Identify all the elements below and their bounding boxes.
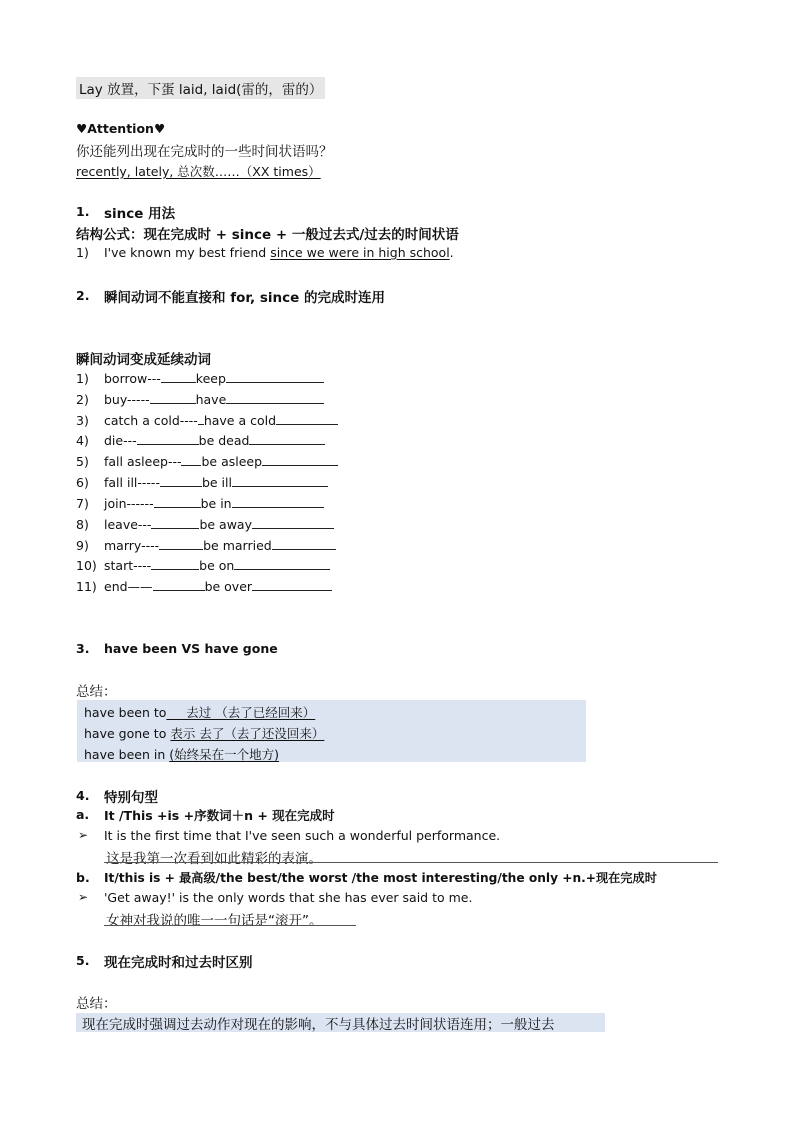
- blank-line: [160, 475, 202, 487]
- verb-durative: have: [195, 392, 227, 407]
- list-item: [104, 496, 324, 511]
- verb-instant: start----: [104, 558, 152, 573]
- section-4-number: 4.: [76, 788, 90, 803]
- blank-line: [151, 558, 199, 570]
- section-3-summary-label: 总结：: [76, 684, 117, 700]
- verb-durative: be dead: [198, 433, 250, 448]
- blank-line: [232, 496, 324, 508]
- summary-line: [84, 703, 315, 721]
- section-1-formula: 结构公式：现在完成时 + since + 一般过去式/过去的时间状语: [76, 227, 459, 243]
- pattern-b-translation: 女神对我说的唯一一句话是“滚开”。: [106, 913, 323, 929]
- list-item-number: 10): [76, 558, 97, 573]
- verb-instant: leave---: [104, 517, 152, 532]
- verb-durative: keep: [195, 371, 226, 386]
- list-item: [104, 475, 328, 490]
- summary-line: [84, 745, 279, 763]
- section-1-example: [104, 245, 454, 260]
- arrow-bullet-icon: ➢: [78, 828, 89, 842]
- section-4-title: 特别句型: [104, 790, 158, 806]
- verb-durative: be married: [203, 538, 272, 553]
- underline-rule: [104, 862, 718, 863]
- example-number: 1): [76, 245, 89, 260]
- blank-line: [252, 579, 332, 591]
- section-1-title: since 用法: [104, 206, 176, 222]
- blank-line: [234, 558, 330, 570]
- example-underlined: since we were in high school: [270, 245, 450, 260]
- list-item: [104, 454, 338, 469]
- blank-line: [262, 454, 338, 466]
- list-item: [104, 433, 325, 448]
- section-2-number: 2.: [76, 288, 90, 303]
- verb-durative: be on: [199, 558, 235, 573]
- section-2-subtitle: 瞬间动词变成延续动词: [76, 352, 211, 368]
- section-3-title: have been VS have gone: [104, 641, 278, 656]
- verb-durative: be in: [200, 496, 232, 511]
- summary-meaning: 去过 （去了已经回来）: [166, 705, 316, 720]
- list-item-number: 8): [76, 517, 89, 532]
- summary-phrase: have been in: [84, 747, 170, 762]
- lay-definition: Lay 放置，下蛋 laid, laid(雷的，雷的）: [76, 77, 325, 99]
- blank-line: [276, 413, 338, 425]
- list-item: [104, 392, 324, 407]
- verb-instant: join------: [104, 496, 154, 511]
- verb-instant: fall ill-----: [104, 475, 160, 490]
- example-text: I've known my best friend: [104, 245, 271, 260]
- pattern-a-translation: 这是我第一次看到如此精彩的表演。: [106, 851, 322, 867]
- verb-durative: be asleep: [201, 454, 263, 469]
- summary-meaning: 表示 去了（去了还没回来）: [170, 726, 325, 741]
- section-5-summary-label: 总结：: [76, 996, 117, 1012]
- example-period: .: [449, 245, 454, 260]
- verb-instant: borrow---: [104, 371, 161, 386]
- blank-line: [137, 433, 199, 445]
- underline-rule: [104, 925, 356, 926]
- pattern-b-example: 'Get away!' is the only words that she has ever said to me.: [104, 890, 473, 905]
- pattern-a-example: It is the first time that I've seen such a wonderful performance.: [104, 828, 501, 843]
- blank-line: [154, 496, 201, 508]
- blank-line: [151, 517, 199, 529]
- list-item: [104, 413, 338, 428]
- blank-line: [159, 538, 203, 550]
- pattern-b-text: It/this is + 最高级/the best/the worst /the most interesting/the only +n.+现在完成时: [104, 871, 657, 885]
- blank-line: [161, 371, 196, 383]
- blank-line: [232, 475, 328, 487]
- verb-instant: fall asleep---: [104, 454, 182, 469]
- list-item-number: 5): [76, 454, 89, 469]
- summary-line: [84, 724, 324, 742]
- verb-durative: be ill: [201, 475, 232, 490]
- list-item: [104, 538, 336, 553]
- blank-line: [249, 433, 325, 445]
- verb-durative: be away: [199, 517, 252, 532]
- list-item-number: 6): [76, 475, 89, 490]
- list-item-number: 4): [76, 433, 89, 448]
- blank-line: [181, 454, 201, 466]
- section-1-number: 1.: [76, 204, 90, 219]
- section-2-title: 瞬间动词不能直接和 for, since 的完成时连用: [104, 290, 385, 306]
- blank-line: [226, 392, 324, 404]
- list-item-number: 7): [76, 496, 89, 511]
- blank-line: [150, 392, 196, 404]
- attention-question: 你还能列出现在完成时的一些时间状语吗？: [76, 144, 333, 160]
- list-item-number: 2): [76, 392, 89, 407]
- verb-instant: catch a cold----: [104, 413, 198, 428]
- verb-instant: buy-----: [104, 392, 150, 407]
- section-5-number: 5.: [76, 953, 90, 968]
- verb-durative: have a cold: [203, 413, 277, 428]
- list-item-number: 9): [76, 538, 89, 553]
- summary-phrase: have been to: [84, 705, 167, 720]
- verb-instant: end——: [104, 579, 153, 594]
- blank-line: [226, 371, 324, 383]
- blank-line: [272, 538, 336, 550]
- pattern-a-text: It /This +is +序数词＋n + 现在完成时: [104, 808, 335, 823]
- section-5-title: 现在完成时和过去时区别: [104, 955, 253, 971]
- pattern-b-label: b.: [76, 870, 90, 885]
- attention-answer: recently, lately, 总次数……（XX times）: [76, 164, 321, 179]
- list-item: [104, 371, 324, 386]
- list-item: [104, 558, 330, 573]
- blank-line: [252, 517, 334, 529]
- summary-meaning: (始终呆在一个地方): [169, 747, 279, 762]
- attention-heading: ♥Attention♥: [76, 121, 166, 136]
- blank-line: [153, 579, 205, 591]
- summary-phrase: have gone to: [84, 726, 171, 741]
- verb-instant: die---: [104, 433, 137, 448]
- list-item-number: 3): [76, 413, 89, 428]
- section-5-summary: 现在完成时强调过去动作对现在的影响，不与具体过去时间状语连用；一般过去: [82, 1017, 555, 1033]
- pattern-a-label: a.: [76, 807, 90, 822]
- list-item: [104, 579, 332, 594]
- list-item: [104, 517, 334, 532]
- section-3-number: 3.: [76, 641, 90, 656]
- arrow-bullet-icon: ➢: [78, 890, 89, 904]
- verb-durative: be over: [204, 579, 253, 594]
- list-item-number: 1): [76, 371, 89, 386]
- list-item-number: 11): [76, 579, 97, 594]
- verb-instant: marry----: [104, 538, 160, 553]
